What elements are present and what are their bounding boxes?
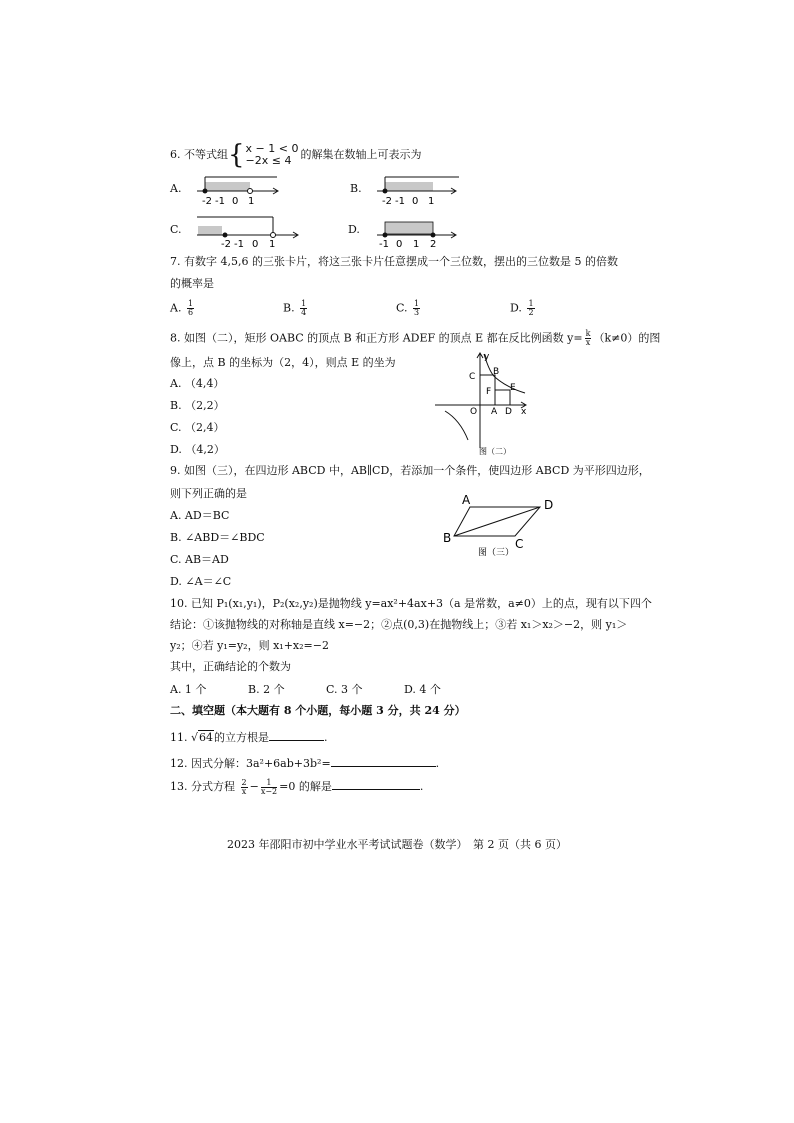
label-d: D [544, 498, 554, 512]
q11-radicand: 64 [199, 731, 214, 744]
q12-answer-blank[interactable] [331, 755, 436, 767]
numerator: 1 [528, 299, 534, 308]
solid-dot [203, 189, 208, 194]
q6-suffix: 的解集在数轴上可表示为 [300, 148, 422, 161]
label-d: D [505, 407, 512, 417]
tick: 1 [413, 239, 420, 250]
q10-option-c: C. 3 个 [326, 683, 363, 696]
square-adef [495, 390, 510, 405]
numerator: 2 [241, 777, 247, 787]
q7-option-c [396, 300, 422, 317]
label-y: y [484, 352, 490, 362]
denominator: x [585, 338, 591, 347]
q11-radical: √64 [191, 731, 214, 744]
label-f: F [486, 387, 492, 397]
numerator: 1 [414, 299, 420, 308]
label-b: B [443, 531, 452, 545]
tick: 1 [248, 196, 255, 207]
solid-dot [383, 189, 388, 194]
q13-prefix: 13. 分式方程 [170, 780, 235, 793]
tick: -2 [202, 196, 212, 207]
q6-prefix: 6. 不等式组 [170, 148, 228, 161]
q7-line2: 的概率是 [170, 277, 214, 290]
q10-option-a: A. 1 个 [170, 683, 207, 696]
q12 [170, 755, 439, 772]
section-2-heading: 二、填空题（本大题有 8 个小题，每小题 3 分，共 24 分） [170, 704, 466, 717]
q13 [170, 778, 423, 796]
numerator: 1 [301, 299, 307, 308]
q12-end: . [435, 757, 440, 770]
label-e: E [510, 383, 516, 393]
q11-answer-blank[interactable] [269, 729, 324, 741]
q7-option-label: D. [510, 301, 522, 315]
label-b: B [493, 367, 500, 377]
q7-option-fraction [527, 300, 534, 317]
tick: 1 [269, 239, 276, 250]
q7-option-fraction [187, 300, 194, 317]
q9-option-a: A. AD＝BC [170, 509, 230, 522]
q6-option-a-number-line [195, 172, 290, 208]
q13-minus: − [249, 780, 259, 793]
tick: -2 [221, 239, 231, 250]
q9-line1: 9. 如图（三），在四边形 ABCD 中，AB∥CD，若添加一个条件，使四边形 ABCD 为平形四边形， [170, 464, 650, 477]
label-c: C [469, 372, 476, 382]
q8-option-a: A. （4,4） [170, 377, 225, 390]
shade [198, 226, 222, 235]
solid-dot [431, 233, 436, 238]
q6-ineq2: −2x ≤ 4 [245, 154, 292, 167]
q6-system [246, 143, 299, 167]
figure-three [440, 492, 565, 562]
shade [385, 222, 433, 234]
q6-option-a-label: A. [170, 182, 182, 195]
numerator: 1 [187, 299, 194, 308]
shade [385, 182, 433, 191]
q8-option-d: D. （4,2） [170, 443, 225, 456]
page-footer: 2023 年邵阳市初中学业水平考试试题卷（数学） 第 2 页（共 6 页） [227, 838, 567, 851]
numerator: 1 [261, 779, 277, 788]
q10-option-b: B. 2 个 [248, 683, 285, 696]
denominator: 4 [301, 308, 307, 317]
tick: -1 [215, 196, 225, 207]
hyperbola-branch-left [445, 411, 468, 440]
solid-dot [223, 233, 228, 238]
q11-text: 的立方根是 [214, 731, 270, 744]
q6-option-d-number-line [375, 212, 465, 250]
q7-option-d [510, 300, 537, 317]
q7-option-a [170, 300, 196, 317]
q12-text: 12. 因式分解：3a²+6ab+3b²= [170, 757, 331, 770]
q10-line2: 结论：①该抛物线的对称轴是直线 x=−2；②点(0,3)在抛物线上；③若 x₁＞x₂＞−2，则 y₁＞ [170, 618, 628, 631]
tick: -1 [234, 239, 244, 250]
q6-option-c-number-line [195, 212, 305, 250]
q7-line1: 7. 有数字 4,5,6 的三张卡片，将这三张卡片任意摆成一个三位数，摆出的三位数是 5 的倍数 [170, 255, 618, 268]
q6-stem [170, 140, 422, 170]
q11 [170, 729, 328, 746]
q8-line1-end: （k≠0）的图 [593, 331, 661, 345]
q7-option-fraction [300, 300, 307, 317]
q9-option-c: C. AB＝AD [170, 553, 229, 566]
q9-option-b: B. ∠ABD＝∠BDC [170, 531, 265, 544]
tick: -2 [382, 196, 392, 207]
q10-line4: 其中，正确结论的个数为 [170, 660, 291, 673]
q11-end: . [324, 731, 328, 744]
label-a: A [462, 493, 471, 507]
tick: 0 [412, 196, 419, 207]
hollow-dot [271, 233, 276, 238]
q8-line1-text: 8. 如图（二），矩形 OABC 的顶点 B 和正方形 ADEF 的顶点 E 都在反比例函数 y= [170, 331, 583, 345]
q13-suffix: =0 的解是 [279, 780, 332, 793]
denominator: 2 [528, 308, 534, 317]
q8-line2: 像上，点 B 的坐标为（2，4），则点 E 的坐为 [170, 356, 396, 369]
q7-option-label: C. [396, 301, 408, 315]
figure-caption: 图（三） [478, 548, 515, 558]
label-c: C [515, 537, 524, 551]
hollow-dot [248, 189, 253, 194]
figure-two [430, 348, 540, 460]
q11-number: 11. [170, 731, 188, 744]
tick: -1 [395, 196, 405, 207]
figure-caption: 图（二） [479, 447, 511, 456]
q6-option-d-label: D. [348, 223, 360, 236]
q10-option-d: D. 4 个 [404, 683, 441, 696]
tick: 1 [428, 196, 435, 207]
label-o: O [470, 407, 478, 417]
q9-option-d: D. ∠A＝∠C [170, 575, 232, 588]
q7-option-fraction [413, 300, 420, 317]
q7-option-label: A. [170, 301, 182, 315]
numerator: k [585, 329, 591, 338]
q13-end: . [419, 780, 424, 793]
q6-option-b-number-line [375, 172, 465, 208]
label-a: A [491, 407, 498, 417]
denominator: x [241, 786, 247, 796]
q6-option-b-label: B. [350, 182, 362, 195]
tick: 0 [396, 239, 403, 250]
denominator: 6 [187, 308, 194, 317]
solid-dot [383, 233, 388, 238]
denominator: 3 [414, 308, 420, 317]
q8-fraction [585, 330, 592, 347]
q9-line2: 则下列正确的是 [170, 487, 247, 500]
q13-answer-blank[interactable] [332, 778, 420, 790]
q10-line1: 10. 已知 P₁(x₁,y₁)，P₂(x₂,y₂)是抛物线 y=ax²+4ax+3（a 是常数，a≠0）上的点，现有以下四个 [170, 597, 652, 610]
denominator: x−2 [260, 786, 278, 796]
q6-option-c-label: C. [170, 223, 182, 236]
q8-option-b: B. （2,2） [170, 399, 225, 412]
q7-option-b [283, 300, 309, 317]
tick: 2 [430, 239, 437, 250]
q6-ineq1: x − 1 < 0 [245, 142, 299, 155]
shade [205, 182, 250, 191]
tick: 0 [252, 239, 259, 250]
q7-option-label: B. [283, 301, 295, 315]
q8-line1 [170, 330, 660, 347]
q6-brace: { [228, 140, 245, 170]
tick: 0 [232, 196, 239, 207]
q8-option-c: C. （2,4） [170, 421, 225, 434]
label-x: x [521, 407, 527, 417]
q13-fraction-2 [261, 779, 277, 796]
tick: -1 [379, 239, 389, 250]
q13-fraction-1 [241, 779, 248, 796]
q10-line3: y₂；④若 y₁=y₂，则 x₁+x₂=−2 [170, 639, 329, 652]
